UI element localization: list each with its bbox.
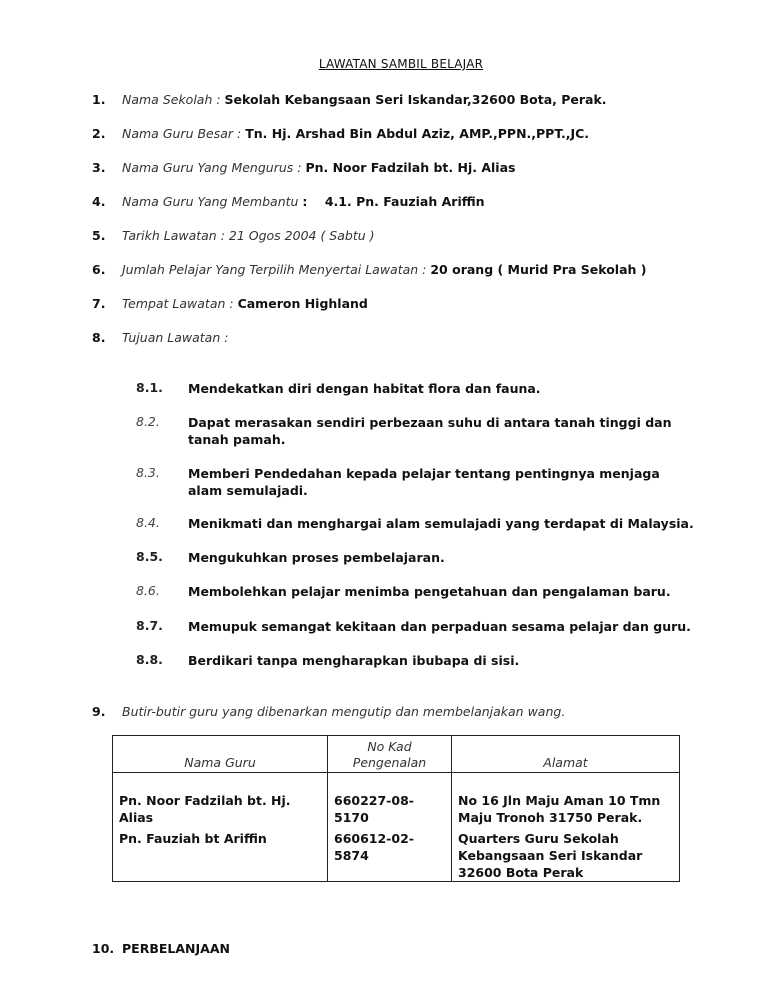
cell-ic-number: 660612-02-5874 [328,826,452,882]
table-row [113,826,680,882]
document-title: LAWATAN SAMBIL BELAJAR [318,57,484,71]
item-student-count: 6. Jumlah Pelajar Yang Terpilih Menyertai Lawatan : 20 orang ( Murid Pra Sekolah ) [92,262,647,277]
item-visit-purpose: 8. Tujuan Lawatan : [92,330,229,345]
item-organizing-teacher: 3. Nama Guru Yang Mengurus : Pn. Noor Fadzilah bt. Hj. Alias [92,160,516,175]
table-header-row [113,736,680,773]
cell-ic-number: 660227-08-5170 [328,773,452,827]
item-school-name: 1. Nama Sekolah : Sekolah Kebangsaan Seri Iskandar,32600 Bota, Perak. [92,92,607,107]
header-ic-number: No Kad Pengenalan [328,736,452,773]
item-visit-date: 5. Tarikh Lawatan : 21 Ogos 2004 ( Sabtu ) [92,228,375,243]
item-headmaster: 2. Nama Guru Besar : Tn. Hj. Arshad Bin Abdul Aziz, AMP.,PPN.,PPT.,JC. [92,126,590,141]
cell-address: Quarters Guru Sekolah Kebangsaan Seri Iskandar 32600 Bota Perak [452,826,680,882]
section-expenditure: 10. PERBELANJAAN [92,941,230,956]
header-teacher-name: Nama Guru [113,736,328,773]
header-address: Alamat [452,736,680,773]
cell-teacher-name: Pn. Noor Fadzilah bt. Hj. Alias [113,773,328,827]
table-row [113,773,680,827]
item-assisting-teacher: 4. Nama Guru Yang Membantu : 4.1. Pn. Fauziah Ariffin [92,194,485,209]
section-teacher-details: 9. Butir-butir guru yang dibenarkan mengutip dan membelanjakan wang. [92,704,566,719]
item-visit-place: 7. Tempat Lawatan : Cameron Highland [92,296,368,311]
document-page: LAWATAN SAMBIL BELAJAR 1. Nama Sekolah : Sekolah Kebangsaan Seri Iskandar,32600 Bota, Perak. 2. Nama Guru Besar : Tn. Hj. Arshad Bin Abdul Aziz, AMP.,PPN.,PPT.,JC. 3. Nama Guru Yang Mengurus : Pn. Noor Fadzilah bt. Hj. Alias 4. Nama Guru Yang Membantu : 4.1. Pn. Fauziah Ariffin 5. Tarikh Lawatan : 21 Ogos 2004 ( Sabtu ) 6. Jumlah Pelajar Yang Terpilih Menyertai Lawatan : 20 orang ( Murid Pra Sekolah ) 7. Tempat Lawatan : Cameron Highland 8. Tujuan Lawatan : 8.1. Mendekatkan diri dengan habitat flora dan fauna. 8.2. Dapat merasakan sendiri perbezaan suhu di antara tanah tinggi dan tanah pamah. 8.3. Memberi Pendedahan kepada pelajar tentang pentingnya menjaga alam semulajadi. 8.4. Menikmati dan menghargai alam semulajadi yang terdapat di Malaysia. 8.5. Mengukuhkan proses pembelajaran. 8.6. Membolehkan pelajar menimba pengetahuan dan pengalaman baru. 8.7. Memupuk semangat kekitaan dan perpaduan sesama pelajar dan guru. 8.8. Berdikari tanpa mengharapkan ibubapa di sisi. 9. Butir-butir guru yang dibenarkan mengutip dan membelanjakan wang. Nama Guru No Kad Pengenalan Alamat Pn. Noor Fadzilah bt. Hj. Alias 660227-08-5170 No 16 Jln Maju Aman 10 Tmn Maju Tronoh 31750 Perak. Pn. Fauziah bt Ariffin 660612-02-5874 Quarters Guru Sekolah Kebangsaan Seri Iskandar 32600 Bota Perak 10. PERBELANJAAN [0,0,768,994]
teacher-details-table [112,735,680,882]
cell-address: No 16 Jln Maju Aman 10 Tmn Maju Tronoh 31750 Perak. [452,773,680,827]
cell-teacher-name: Pn. Fauziah bt Ariffin [113,826,328,882]
